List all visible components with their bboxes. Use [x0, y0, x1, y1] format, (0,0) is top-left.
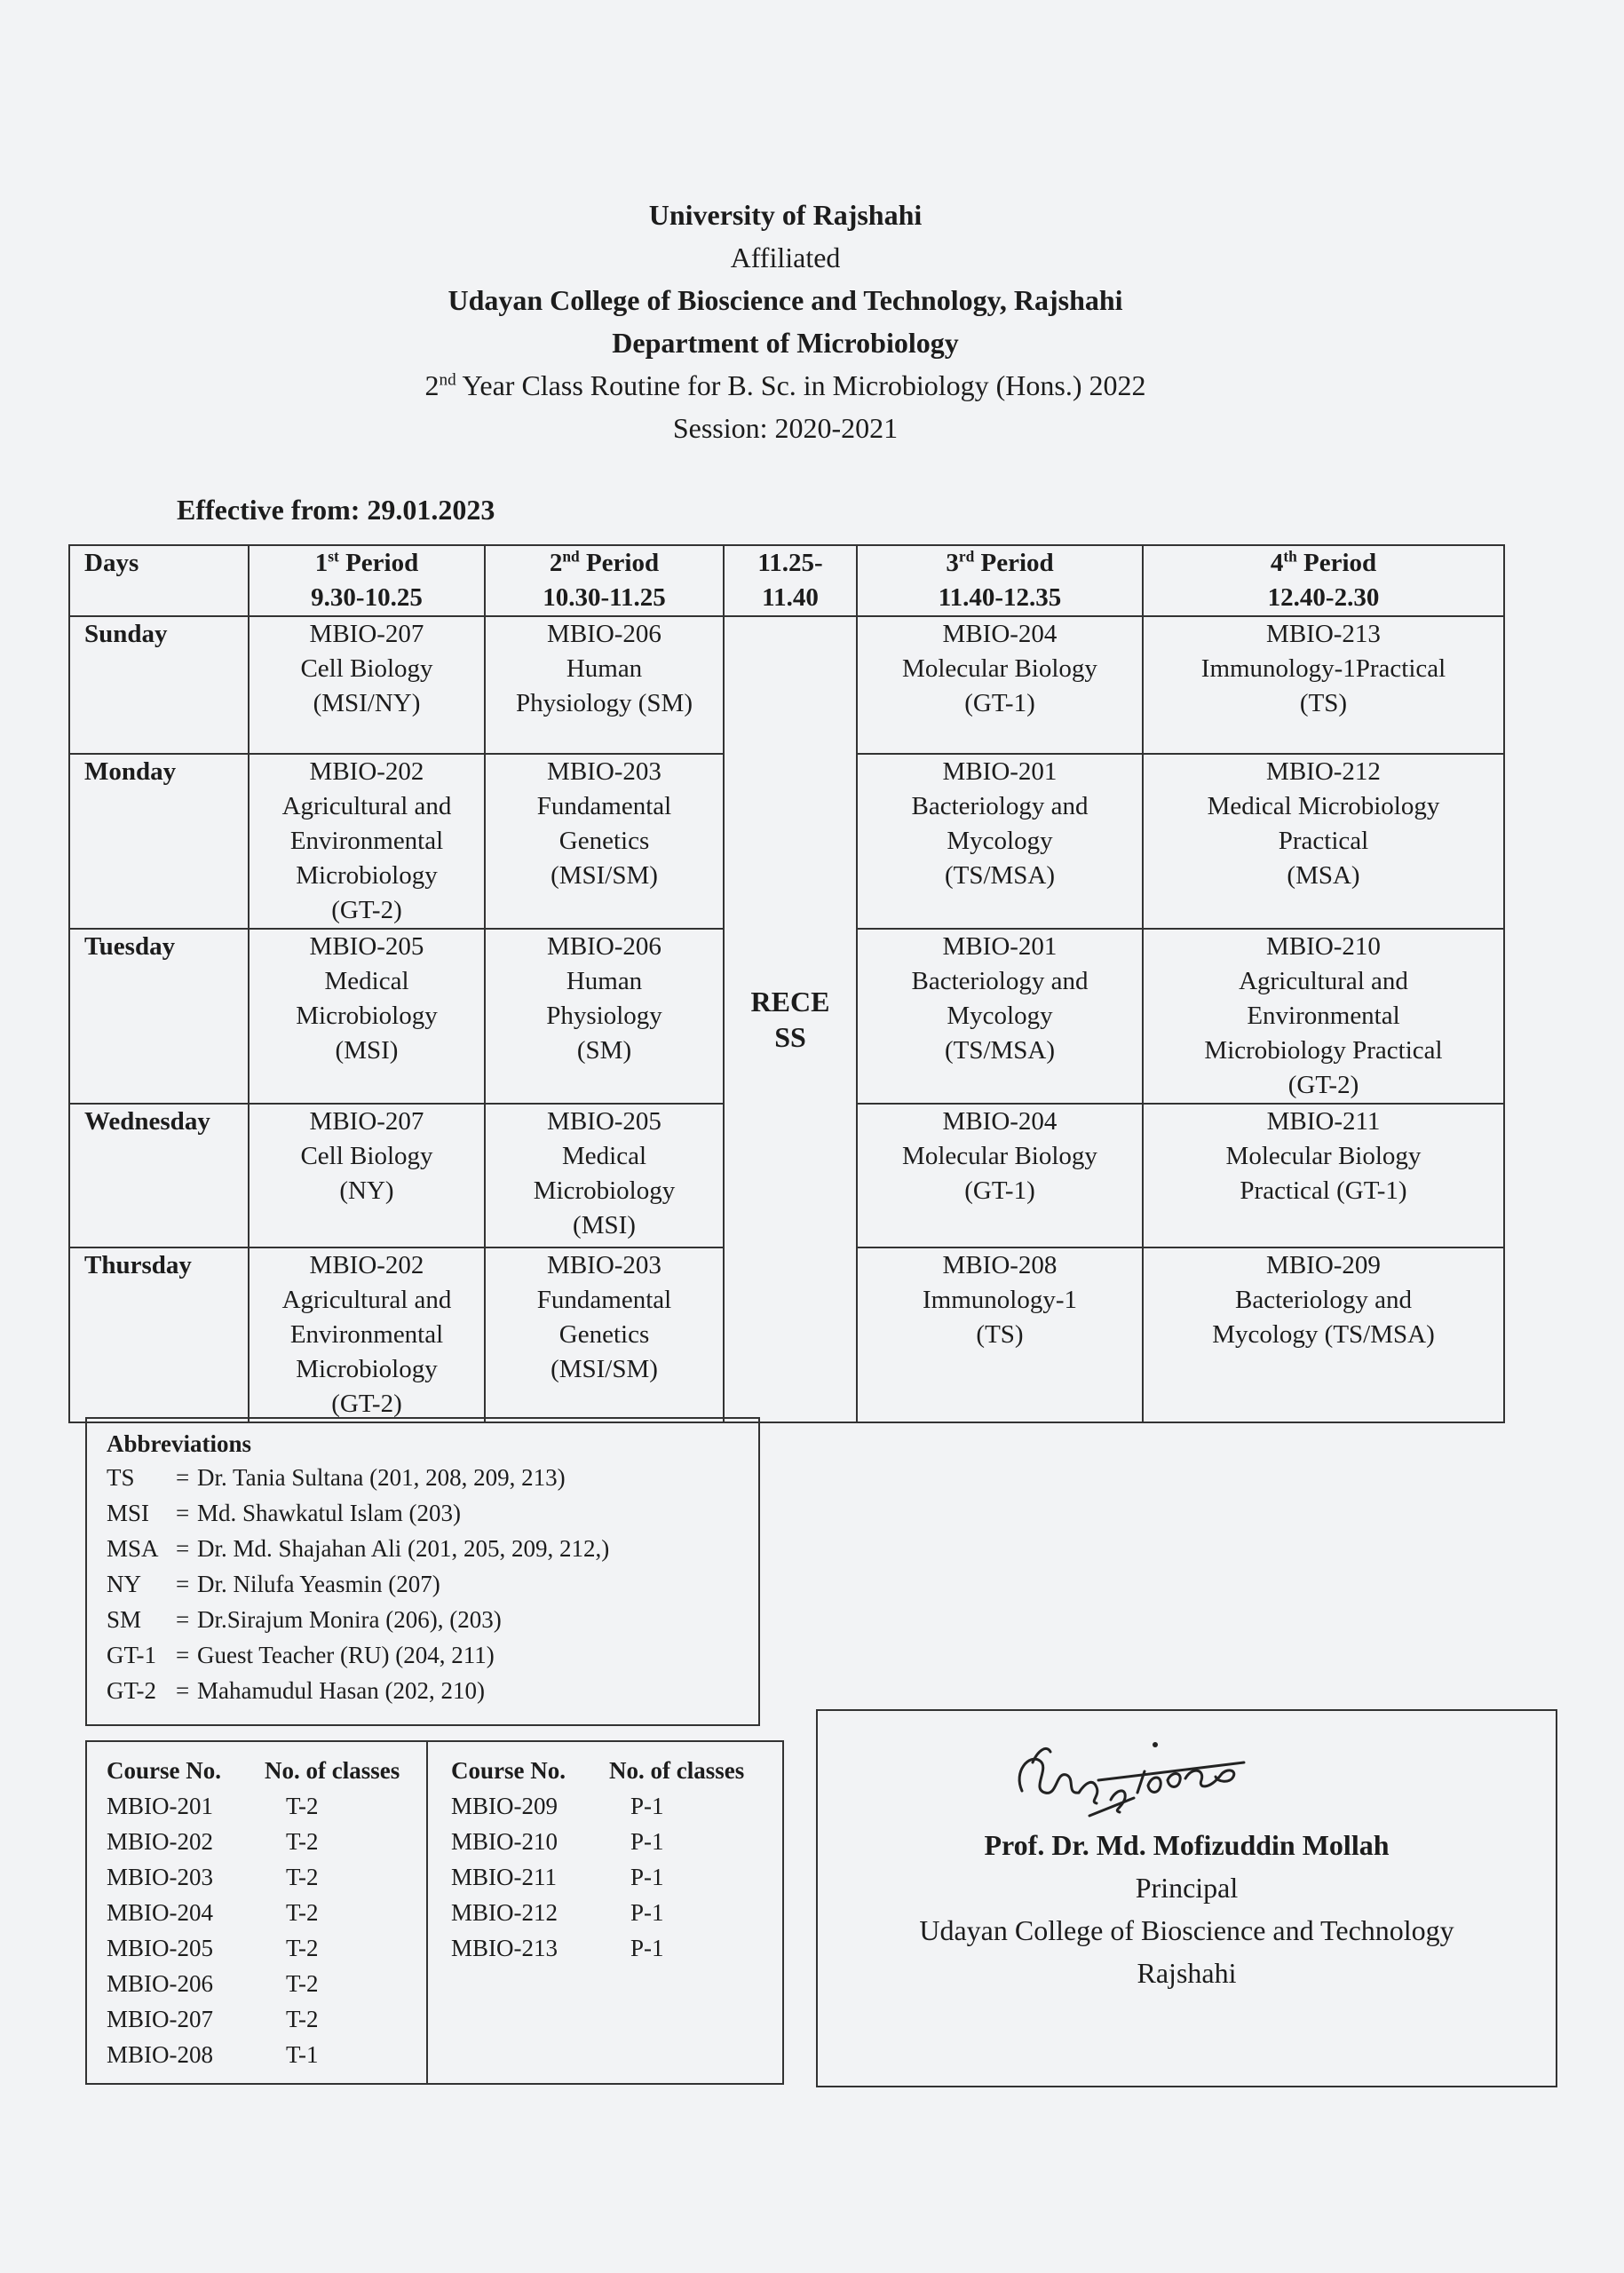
abbreviation-row [107, 1460, 758, 1495]
course-row [107, 1966, 426, 2001]
class-cell-line: (MSI/NY) [313, 689, 421, 717]
abbreviation-equals: = [176, 1500, 190, 1526]
class-cell-line: Immunology-1Practical [1200, 654, 1446, 683]
class-cell-line: (TS/MSA) [944, 861, 1056, 890]
course-list-right [451, 1788, 782, 1966]
course-classes: T-2 [286, 1864, 319, 1890]
class-cell-line: Bacteriology and [911, 792, 1089, 820]
course-classes-box [85, 1740, 784, 2085]
class-cell-line: Environmental [289, 827, 444, 855]
class-cell-line: Physiology [546, 1002, 662, 1030]
class-routine-table [68, 544, 1505, 1423]
class-cell-line: Medical [324, 967, 409, 995]
class-cell [1143, 1247, 1504, 1422]
abbreviation-text: Dr.Sirajum Monira (206), (203) [197, 1606, 502, 1633]
class-cell [857, 616, 1143, 754]
class-cell-line: MBIO-202 [309, 1251, 424, 1279]
class-cell-line: MBIO-205 [309, 932, 424, 961]
class-cell-line: MBIO-203 [547, 757, 661, 786]
class-cell-line: MBIO-208 [942, 1251, 1058, 1279]
class-cell-line: Bacteriology and [911, 967, 1089, 995]
class-cell-line: Genetics [558, 1320, 650, 1349]
abbreviation-equals: = [176, 1571, 190, 1597]
affiliated-label: Affiliated [730, 242, 841, 273]
class-cell-line: (MSA) [1287, 861, 1360, 890]
class-cell-line: Physiology (SM) [515, 689, 693, 717]
class-cell [1143, 616, 1504, 754]
break-header: 11.25- 11.40 [724, 545, 857, 616]
class-cell-line: MBIO-207 [309, 620, 424, 648]
class-cell-line: (MSI) [335, 1036, 399, 1065]
routine-row-sunday [69, 616, 1504, 754]
class-cell-line: MBIO-205 [547, 1107, 661, 1136]
class-cell-line: Fundamental [536, 1286, 672, 1314]
class-cell-line: Cell Biology [300, 1142, 433, 1170]
class-cell-line: MBIO-202 [309, 757, 424, 786]
course-classes: P-1 [630, 1899, 664, 1926]
abbreviation-row [107, 1531, 758, 1566]
class-cell-line: (TS) [976, 1320, 1024, 1349]
university-name: University of Rajshahi [648, 199, 923, 231]
period-header-2: 2nd Period 10.30-11.25 [485, 545, 724, 616]
class-cell-line: Fundamental [536, 792, 672, 820]
course-header: Course No. No. of classes [451, 1757, 745, 1784]
course-number: MBIO-209 [451, 1793, 558, 1819]
class-cell [485, 929, 724, 1104]
class-cell-line: MBIO-204 [942, 1107, 1058, 1136]
table-header-row [69, 545, 1504, 616]
course-number: MBIO-203 [107, 1864, 213, 1890]
class-cell [485, 1104, 724, 1247]
course-column-right [426, 1742, 782, 2083]
abbreviation-row [107, 1566, 758, 1602]
course-classes: P-1 [630, 1828, 664, 1855]
class-cell-line: MBIO-201 [942, 757, 1058, 786]
class-cell-line: Medical Microbiology [1207, 792, 1440, 820]
class-cell-line: Mycology (TS/MSA) [1212, 1320, 1435, 1349]
class-cell-line: Environmental [289, 1320, 444, 1349]
abbreviation-text: Md. Shawkatul Islam (203) [197, 1500, 461, 1526]
class-cell-line: (GT-1) [964, 689, 1035, 717]
course-classes: T-2 [286, 1970, 319, 1997]
class-cell-line: Environmental [1247, 1002, 1400, 1030]
abbreviations-box [85, 1417, 760, 1726]
effective-date: Effective from: 29.01.2023 [177, 494, 495, 526]
abbreviation-equals: = [176, 1606, 190, 1633]
session-label: Session: 2020-2021 [672, 412, 899, 444]
abbreviation-text: Dr. Tania Sultana (201, 208, 209, 213) [197, 1464, 566, 1491]
abbreviation-text: Dr. Nilufa Yeasmin (207) [197, 1571, 440, 1597]
abbreviation-code: GT-2 [107, 1677, 157, 1704]
days-header: Days [69, 545, 249, 616]
course-number: MBIO-210 [451, 1828, 558, 1855]
class-cell-line: MBIO-212 [1266, 757, 1381, 786]
abbreviation-text: Guest Teacher (RU) (204, 211) [197, 1642, 495, 1668]
course-classes: P-1 [630, 1793, 664, 1819]
class-cell-line: MBIO-206 [547, 620, 661, 648]
course-header: Course No. No. of classes [107, 1757, 400, 1784]
class-cell-line: MBIO-201 [942, 932, 1058, 961]
course-number: MBIO-211 [451, 1864, 558, 1890]
day-cell: Thursday [69, 1247, 249, 1422]
course-number: MBIO-207 [107, 2006, 213, 2032]
class-cell [485, 616, 724, 754]
abbreviation-code: GT-1 [107, 1642, 157, 1668]
class-cell [249, 616, 485, 754]
abbreviation-equals: = [176, 1677, 190, 1704]
class-cell-line: (MSI/SM) [551, 1355, 658, 1383]
class-cell-line: (TS/MSA) [944, 1036, 1056, 1065]
class-cell-line: Agricultural and [281, 1286, 452, 1314]
class-cell [249, 754, 485, 929]
course-classes: T-2 [286, 1793, 319, 1819]
class-cell-line: Bacteriology and [1235, 1286, 1412, 1314]
course-row [107, 1859, 426, 1895]
routine-title: 2nd Year Class Routine for B. Sc. in Microbiology (Hons.) 2022 [424, 369, 1146, 401]
course-row [451, 1788, 782, 1824]
abbreviation-code: TS [107, 1464, 135, 1491]
day-cell: Sunday [69, 616, 249, 754]
class-cell-line: (TS) [1299, 689, 1348, 717]
class-cell-line: Molecular Biology [902, 654, 1097, 683]
class-cell [857, 1247, 1143, 1422]
course-classes: P-1 [630, 1935, 664, 1961]
course-classes: T-2 [286, 1935, 319, 1961]
course-number: MBIO-213 [451, 1935, 558, 1961]
class-cell [1143, 929, 1504, 1104]
class-cell-line: (MSI) [573, 1211, 636, 1239]
class-cell-line: Agricultural and [281, 792, 452, 820]
course-row [107, 1895, 426, 1930]
course-row [107, 1788, 426, 1824]
college-org: Udayan College of Bioscience and Technology [919, 1914, 1454, 1946]
class-cell-line: MBIO-207 [309, 1107, 424, 1136]
department-name: Department of Microbiology [612, 327, 959, 359]
class-cell [1143, 754, 1504, 929]
course-row [451, 1930, 782, 1966]
class-cell [857, 754, 1143, 929]
course-row [451, 1895, 782, 1930]
abbreviation-equals: = [176, 1642, 190, 1668]
class-cell-line: MBIO-213 [1266, 620, 1381, 648]
abbreviation-row [107, 1637, 758, 1673]
day-cell: Wednesday [69, 1104, 249, 1247]
college-city: Rajshahi [1137, 1957, 1237, 1989]
abbreviation-row [107, 1495, 758, 1531]
class-cell-line: (SM) [576, 1036, 632, 1065]
abbreviation-code: NY [107, 1571, 141, 1597]
abbreviations-title: Abbreviations [107, 1430, 252, 1457]
class-cell-line: Human [566, 654, 643, 683]
class-cell-line: Mycology [947, 827, 1053, 855]
course-classes: P-1 [630, 1864, 664, 1890]
recess-cell: RECE SS [724, 616, 857, 1422]
period-header-3: 3rd Period 11.40-12.35 [857, 545, 1143, 616]
course-classes: T-2 [286, 1828, 319, 1855]
class-cell-line: Genetics [558, 827, 650, 855]
document-header [0, 194, 1571, 449]
course-classes: T-1 [286, 2041, 319, 2068]
course-row [107, 1930, 426, 1966]
abbreviation-equals: = [176, 1535, 190, 1562]
abbreviation-code: MSA [107, 1535, 159, 1562]
course-column-left [87, 1742, 426, 2083]
class-cell [485, 1247, 724, 1422]
class-cell-line: MBIO-204 [942, 620, 1058, 648]
class-cell-line: (GT-1) [964, 1176, 1035, 1205]
class-cell-line: Microbiology [296, 1002, 438, 1030]
class-cell [249, 929, 485, 1104]
class-cell [857, 929, 1143, 1104]
class-cell-line: Agricultural and [1239, 967, 1408, 995]
abbreviations-list [107, 1460, 758, 1708]
course-number: MBIO-208 [107, 2041, 213, 2068]
class-cell-line: Microbiology [296, 1355, 438, 1383]
class-cell-line: Immunology-1 [923, 1286, 1077, 1314]
signature-box [816, 1709, 1557, 2087]
day-cell: Monday [69, 754, 249, 929]
period-header-4: 4th Period 12.40-2.30 [1143, 545, 1504, 616]
abbreviation-text: Dr. Md. Shajahan Ali (201, 205, 209, 212,) [197, 1535, 610, 1562]
class-cell-line: Molecular Biology [1225, 1142, 1422, 1170]
class-cell-line: (NY) [339, 1176, 394, 1205]
principal-name: Prof. Dr. Md. Mofizuddin Mollah [984, 1829, 1390, 1861]
course-classes: T-2 [286, 2006, 319, 2032]
class-cell [249, 1104, 485, 1247]
class-cell-line: MBIO-209 [1266, 1251, 1381, 1279]
course-number: MBIO-205 [107, 1935, 213, 1961]
course-row [451, 1859, 782, 1895]
principal-title: Principal [1135, 1872, 1239, 1904]
handwritten-signature [1004, 1736, 1253, 1833]
class-cell-line: Microbiology [533, 1176, 676, 1205]
course-number: MBIO-212 [451, 1899, 558, 1926]
class-cell-line: (MSI/SM) [551, 861, 658, 890]
course-number: MBIO-202 [107, 1828, 213, 1855]
class-cell-line: Mycology [947, 1002, 1053, 1030]
abbreviation-row [107, 1673, 758, 1708]
abbreviation-equals: = [176, 1464, 190, 1491]
class-cell [1143, 1104, 1504, 1247]
course-list-left [107, 1788, 426, 2072]
abbreviation-code: MSI [107, 1500, 150, 1526]
class-cell-line: Microbiology Practical [1204, 1036, 1443, 1065]
class-cell-line: Human [566, 967, 643, 995]
class-cell-line: Practical [1278, 827, 1369, 855]
class-cell [485, 754, 724, 929]
class-cell-line: MBIO-206 [547, 932, 661, 961]
course-number: MBIO-204 [107, 1899, 213, 1926]
abbreviation-code: SM [107, 1606, 142, 1633]
class-cell-line: Practical (GT-1) [1240, 1176, 1407, 1205]
course-number: MBIO-201 [107, 1793, 213, 1819]
course-row [451, 1824, 782, 1859]
class-cell-line: Microbiology [296, 861, 438, 890]
course-number: MBIO-206 [107, 1970, 213, 1997]
abbreviation-text: Mahamudul Hasan (202, 210) [197, 1677, 485, 1704]
day-cell: Tuesday [69, 929, 249, 1104]
class-cell [249, 1247, 485, 1422]
abbreviation-row [107, 1602, 758, 1637]
class-cell-line: (GT-2) [331, 1390, 402, 1418]
class-cell-line: Cell Biology [300, 654, 433, 683]
class-cell-line: MBIO-203 [547, 1251, 661, 1279]
period-header-1: 1st Period 9.30-10.25 [249, 545, 485, 616]
class-cell-line: Medical [561, 1142, 646, 1170]
college-name: Udayan College of Bioscience and Technology, Rajshahi [448, 284, 1123, 316]
class-cell-line: MBIO-210 [1266, 932, 1381, 961]
class-cell [857, 1104, 1143, 1247]
course-row [107, 2037, 426, 2072]
course-row [107, 1824, 426, 1859]
class-cell-line: Molecular Biology [902, 1142, 1097, 1170]
course-row [107, 2001, 426, 2037]
class-cell-line: (GT-2) [331, 896, 402, 924]
course-classes: T-2 [286, 1899, 319, 1926]
class-cell-line: MBIO-211 [1266, 1107, 1381, 1136]
class-cell-line: (GT-2) [1287, 1071, 1359, 1099]
